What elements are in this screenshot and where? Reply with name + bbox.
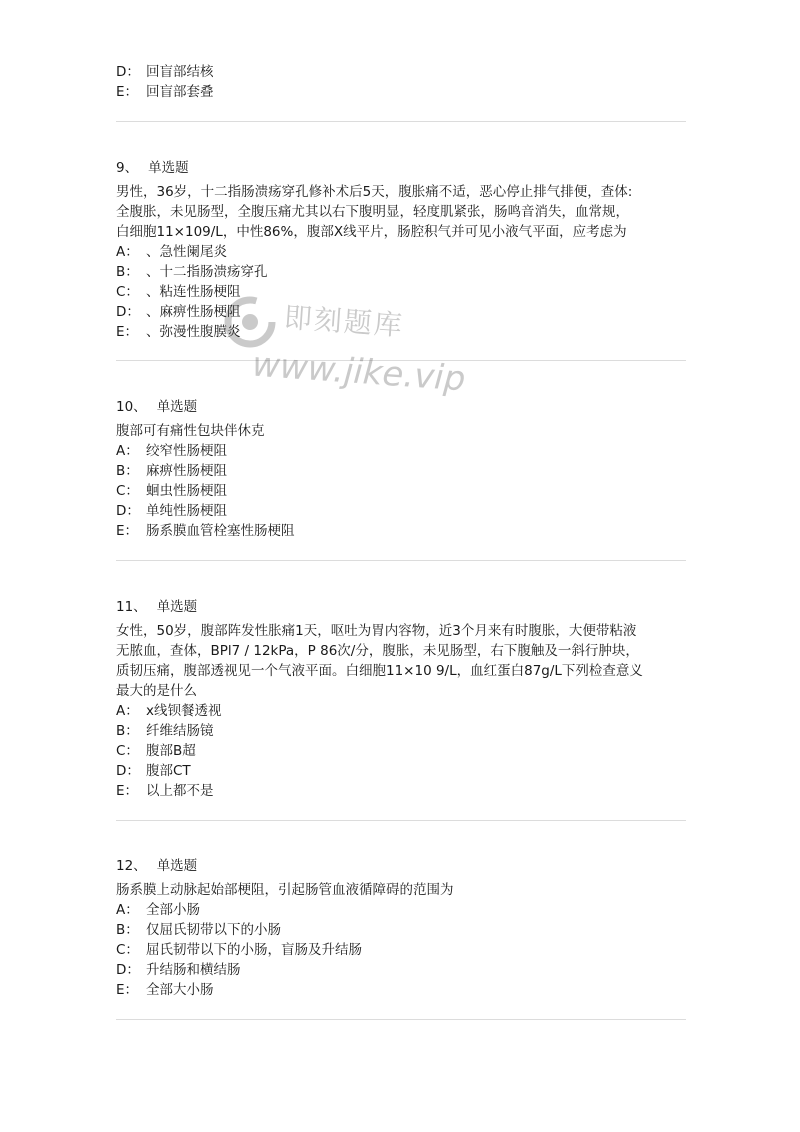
option-b[interactable] <box>116 920 686 940</box>
question-stem-line: 腹部可有痛性包块伴休克 <box>116 423 265 439</box>
option-letter: C： <box>116 483 139 499</box>
option-b[interactable] <box>116 721 686 741</box>
option-letter: D： <box>116 503 140 519</box>
question-type: 单选题 <box>156 399 198 415</box>
option-letter: E： <box>116 324 139 340</box>
question-11 <box>116 597 686 801</box>
option-text: 肠系膜血管栓塞性肠梗阻 <box>146 523 295 539</box>
question-type: 单选题 <box>156 858 198 874</box>
question-stem-line: 白细胞11×109/L，中性86%，腹部X线平片，肠腔积气并可见小液气平面，应考虑为 <box>116 224 627 240</box>
option-a[interactable] <box>116 242 686 262</box>
question-stem-line: 无脓血，查体，BPl7 / 12kPa，P 86次/分，腹胀，未见肠型，右下腹触及一斜行肿块， <box>116 643 639 659</box>
question-stem-line: 男性，36岁，十二指肠溃疡穿孔修补术后5天，腹胀痛不适，恶心停止排气排便，查体: <box>116 184 633 200</box>
option-d[interactable] <box>116 302 686 322</box>
option-text: 麻痹性肠梗阻 <box>146 463 227 479</box>
question-type: 单选题 <box>148 160 189 176</box>
option-text: 升结肠和横结肠 <box>146 962 241 978</box>
option-text: 绞窄性肠梗阻 <box>146 443 227 459</box>
option-c[interactable] <box>116 481 686 501</box>
option-b[interactable] <box>116 262 686 282</box>
option-text: 蛔虫性肠梗阻 <box>146 483 227 499</box>
option-c[interactable] <box>116 940 686 960</box>
option-text: 、粘连性肠梗阻 <box>146 284 241 300</box>
question-stem-line: 全腹胀，未见肠型，全腹压痛尤其以右下腹明显，轻度肌紧张，肠鸣音消失，血常规， <box>116 204 629 220</box>
option-letter: E： <box>116 84 139 100</box>
option-text: 、弥漫性腹膜炎 <box>146 324 241 340</box>
divider <box>116 820 686 821</box>
option-letter: E： <box>116 982 139 998</box>
question-12 <box>116 856 686 1000</box>
option-letter: E： <box>116 783 139 799</box>
question-stem-line: 最大的是什么 <box>116 683 197 699</box>
divider <box>116 560 686 561</box>
question-header <box>116 597 686 617</box>
option-text: 、麻痹性肠梗阻 <box>146 304 241 320</box>
option-letter: A： <box>116 703 139 719</box>
question-header <box>116 397 686 417</box>
watermark-url: www.jike.vip <box>250 344 467 400</box>
option-letter: D： <box>116 763 140 779</box>
option-text: 、十二指肠溃疡穿孔 <box>146 264 268 280</box>
option-letter: B： <box>116 922 139 938</box>
option-letter: B： <box>116 463 139 479</box>
option-letter: B： <box>116 723 139 739</box>
option-letter: D： <box>116 304 140 320</box>
question-header <box>116 158 686 178</box>
question-10 <box>116 397 686 541</box>
option-d[interactable] <box>116 960 686 980</box>
option-text: x线钡餐透视 <box>146 703 222 719</box>
option-e[interactable] <box>116 781 686 801</box>
option-c[interactable] <box>116 282 686 302</box>
question-number: 12、 <box>116 858 147 874</box>
option-e[interactable] <box>116 521 686 541</box>
question-number: 10、 <box>116 399 147 415</box>
question-header <box>116 856 686 876</box>
option-e[interactable] <box>116 980 686 1000</box>
option-letter: D： <box>116 962 140 978</box>
option-a[interactable] <box>116 701 686 721</box>
watermark-brand: 即刻题库 <box>282 300 405 343</box>
question-number: 11、 <box>116 599 147 615</box>
option-e[interactable] <box>116 82 686 102</box>
option-text: 回盲部结核 <box>146 64 214 80</box>
question-stem-line: 肠系膜上动脉起始部梗阻，引起肠管血液循障碍的范围为 <box>116 882 454 898</box>
question-9 <box>116 158 686 342</box>
option-text: 腹部CT <box>146 763 191 779</box>
option-letter: A： <box>116 443 139 459</box>
option-text: 单纯性肠梗阻 <box>146 503 227 519</box>
option-letter: B： <box>116 264 139 280</box>
option-d[interactable] <box>116 501 686 521</box>
prev-question-options <box>116 62 686 102</box>
question-number: 9、 <box>116 160 139 176</box>
question-stem-line: 质韧压痛，腹部透视见一个气液平面。白细胞11×10 9/L，血红蛋白87g/L下列检查意义 <box>116 663 643 679</box>
option-letter: C： <box>116 284 139 300</box>
option-text: 纤维结肠镜 <box>146 723 214 739</box>
option-text: 腹部B超 <box>146 743 196 759</box>
option-b[interactable] <box>116 461 686 481</box>
option-letter: A： <box>116 902 139 918</box>
divider <box>116 360 686 361</box>
divider <box>116 1019 686 1020</box>
option-letter: C： <box>116 942 139 958</box>
option-e[interactable] <box>116 322 686 342</box>
option-text: 全部大小肠 <box>146 982 214 998</box>
option-c[interactable] <box>116 741 686 761</box>
option-a[interactable] <box>116 900 686 920</box>
option-text: 屈氏韧带以下的小肠，盲肠及升结肠 <box>146 942 362 958</box>
option-d[interactable] <box>116 62 686 82</box>
question-stem-line: 女性，50岁，腹部阵发性胀痛1天，呕吐为胃内容物，近3个月来有时腹胀，大便带粘液 <box>116 623 637 639</box>
option-text: 以上都不是 <box>146 783 214 799</box>
option-letter: E： <box>116 523 139 539</box>
option-text: 回盲部套叠 <box>146 84 214 100</box>
option-letter: D： <box>116 64 140 80</box>
divider <box>116 121 686 122</box>
option-letter: C： <box>116 743 139 759</box>
option-text: 仅屈氏韧带以下的小肠 <box>146 922 281 938</box>
option-letter: A： <box>116 244 139 260</box>
option-text: 、急性阑尾炎 <box>146 244 227 260</box>
option-d[interactable] <box>116 761 686 781</box>
option-a[interactable] <box>116 441 686 461</box>
question-type: 单选题 <box>156 599 198 615</box>
option-text: 全部小肠 <box>146 902 200 918</box>
